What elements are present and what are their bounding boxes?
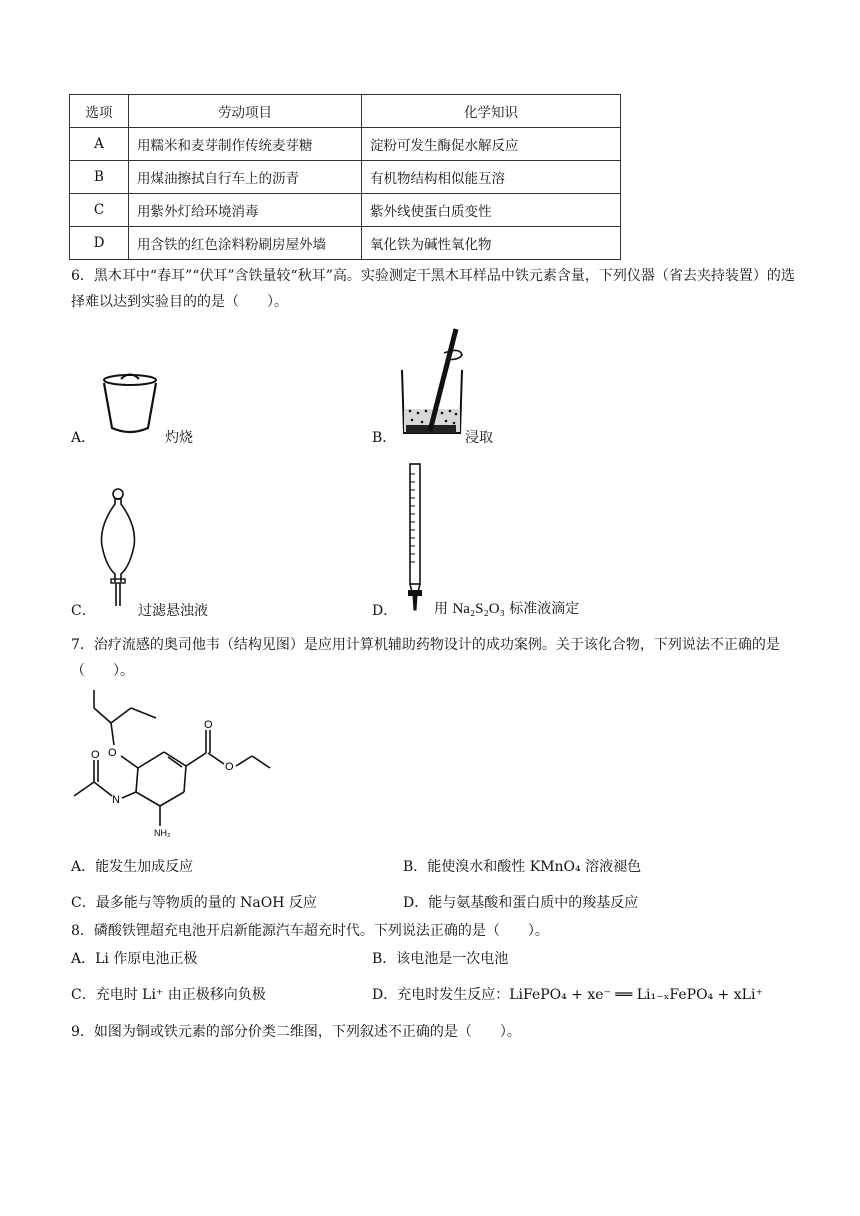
q8-option-b: B．该电池是一次电池: [372, 951, 509, 967]
q6-option-d-post: 标准液滴定: [504, 601, 580, 617]
table-cell: 有机物结构相似能互溶: [362, 161, 621, 194]
table-cell: 用煤油擦拭自行车上的沥青: [129, 161, 362, 194]
q6-option-d-text: [434, 598, 579, 618]
burette-image: [404, 462, 428, 617]
question-9-stem: 9．如图为铜或铁元素的部分价类二维图，下列叙述不正确的是（ ）。: [71, 1024, 521, 1040]
beaker-with-rod-image: [398, 325, 478, 440]
table-cell: 淀粉可发生酶促水解反应: [362, 128, 621, 161]
table-cell: C: [70, 194, 129, 227]
question-8-stem: 8．磷酸铁锂超充电池开启新能源汽车超充时代。下列说法正确的是（ ）。: [71, 923, 549, 939]
sodium-thiosulfate-formula: Na₂S₂O₃: [452, 601, 505, 617]
table-cell: 紫外线使蛋白质变性: [362, 194, 621, 227]
q7-option-a: A．能发生加成反应: [71, 859, 194, 875]
ester-oxygen-label: O: [225, 761, 234, 773]
table-cell: D: [70, 227, 129, 260]
q8-option-a: A．Li 作原电池正极: [71, 951, 198, 967]
q6-option-c-label: 过滤悬浊液: [138, 603, 208, 619]
q6-option-a-letter: A．: [71, 430, 96, 446]
q6-option-a-label: 灼烧: [165, 430, 193, 446]
carbonyl-oxygen-label: O: [204, 719, 213, 731]
q6-option-b-label: 浸取: [465, 430, 493, 446]
q8-option-c: C．充电时 Li⁺ 由正极移向负极: [71, 987, 266, 1003]
question-6-stem: 6．黑木耳中“春耳”“伏耳”含铁量较“秋耳”高。实验测定干黑木耳样品中铁元素含量，下列仪器（省去夹持装置）的选择难以达到实验目的的是（ ）。: [71, 268, 795, 310]
ether-oxygen-label: O: [108, 747, 117, 759]
table-header-cell: 劳动项目: [129, 95, 362, 128]
table-row: [70, 128, 621, 161]
q7-option-d: D．能与氨基酸和蛋白质中的羧基反应: [403, 895, 639, 911]
separatory-funnel-image: [96, 486, 140, 611]
table-cell: 氧化铁为碱性氧化物: [362, 227, 621, 260]
q8-option-d: D．充电时发生反应：LiFePO₄ + xe⁻ ══ Li₁₋ₓFePO₄ + xLi⁺: [372, 987, 763, 1003]
q7-option-b: B．能使溴水和酸性 KMnO₄ 溶液褪色: [403, 859, 642, 875]
q6-option-c-letter: C．: [71, 603, 96, 619]
q6-option-d-pre: 用: [434, 601, 453, 617]
table-row: [70, 161, 621, 194]
table-row: [70, 194, 621, 227]
oseltamivir-structure-image: [66, 690, 276, 840]
table-cell: 用紫外灯给环境消毒: [129, 194, 362, 227]
q6-option-d-letter: D．: [372, 603, 398, 619]
table-header-cell: 化学知识: [362, 95, 621, 128]
q7-option-c: C．最多能与等物质的量的 NaOH 反应: [71, 895, 317, 911]
crucible-image: [100, 370, 170, 440]
table-cell: A: [70, 128, 129, 161]
table-row: [70, 227, 621, 260]
table-cell: 用糯米和麦芽制作传统麦芽糖: [129, 128, 362, 161]
table-header-cell: 选项: [70, 95, 129, 128]
amide-oxygen-label: O: [91, 749, 100, 761]
amide-nitrogen-label: N: [112, 794, 120, 806]
table-header-row: [70, 95, 621, 128]
knowledge-table: [69, 94, 621, 260]
table-cell: B: [70, 161, 129, 194]
q6-option-b-letter: B．: [372, 430, 397, 446]
question-7-stem: 7．治疗流感的奥司他韦（结构见图）是应用计算机辅助药物设计的成功案例。关于该化合物，下列说法不正确的是（ ）。: [71, 637, 780, 679]
amino-group-label: NH₂: [154, 828, 171, 838]
table-cell: 用含铁的红色涂料粉刷房屋外墙: [129, 227, 362, 260]
